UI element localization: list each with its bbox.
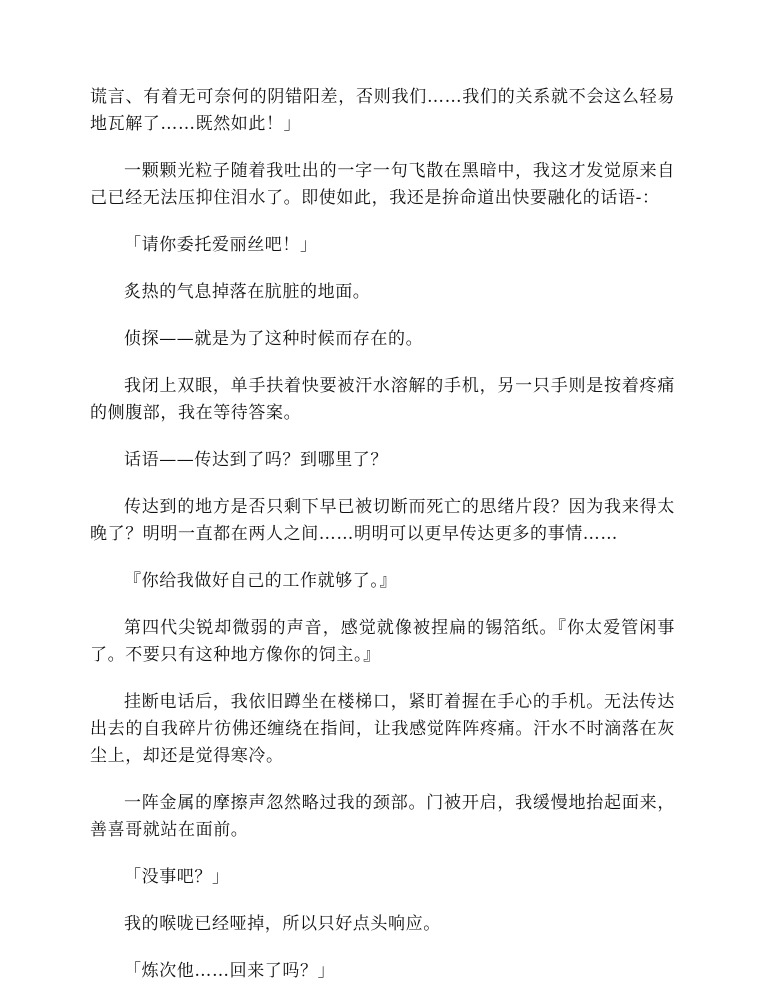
paragraph: 我的喉咙已经哑掉，所以只好点头响应。 bbox=[124, 914, 441, 934]
paragraph: 挂断电话后，我依旧蹲坐在楼梯口，紧盯着握在手心的手机。无法传达出去的自我碎片彷佛还缠绕在指间，让我感觉阵阵疼痛。汗水不时滴落在灰尘上，却还是觉得寒冷。 bbox=[90, 692, 675, 766]
paragraph: 「没事吧？」 bbox=[124, 867, 230, 887]
paragraph: 一阵金属的摩擦声忽然略过我的颈部。门被开启，我缓慢地抬起面来，善喜哥就站在面前。 bbox=[90, 793, 675, 840]
paragraph: 话语——传达到了吗？到哪里了？ bbox=[124, 450, 388, 470]
paragraph: 传达到的地方是否只剩下早已被切断而死亡的思绪片段？因为我来得太晚了？明明一直都在两人之间……明明可以更早传达更多的事情…… bbox=[90, 497, 675, 544]
paragraph: 第四代尖锐却微弱的声音，感觉就像被捏扁的锡箔纸。『你太爱管闲事了。不要只有这种地方像你的饲主。』 bbox=[90, 618, 675, 665]
paragraph: 侦探——就是为了这种时候而存在的。 bbox=[124, 329, 424, 349]
paragraph: 「炼次他……回来了吗？」 bbox=[124, 961, 336, 981]
document-page bbox=[90, 84, 675, 1005]
paragraph: 『你给我做好自己的工作就够了。』 bbox=[124, 571, 398, 591]
paragraph: 一颗颗光粒子随着我吐出的一字一句飞散在黑暗中，我这才发觉原来自己已经无法压抑住泪水了。即使如此，我还是拚命道出快要融化的话语-： bbox=[90, 161, 675, 208]
paragraph: 我闭上双眼，单手扶着快要被汗水溶解的手机，另一只手则是按着疼痛的侧腹部，我在等待答案。 bbox=[90, 376, 675, 423]
paragraph: 「请你委托爱丽丝吧！」 bbox=[124, 235, 318, 255]
paragraph: 炙热的气息掉落在肮脏的地面。 bbox=[124, 282, 371, 302]
paragraph: 谎言、有着无可奈何的阴错阳差，否则我们……我们的关系就不会这么轻易地瓦解了……既然如此！」 bbox=[90, 87, 675, 134]
